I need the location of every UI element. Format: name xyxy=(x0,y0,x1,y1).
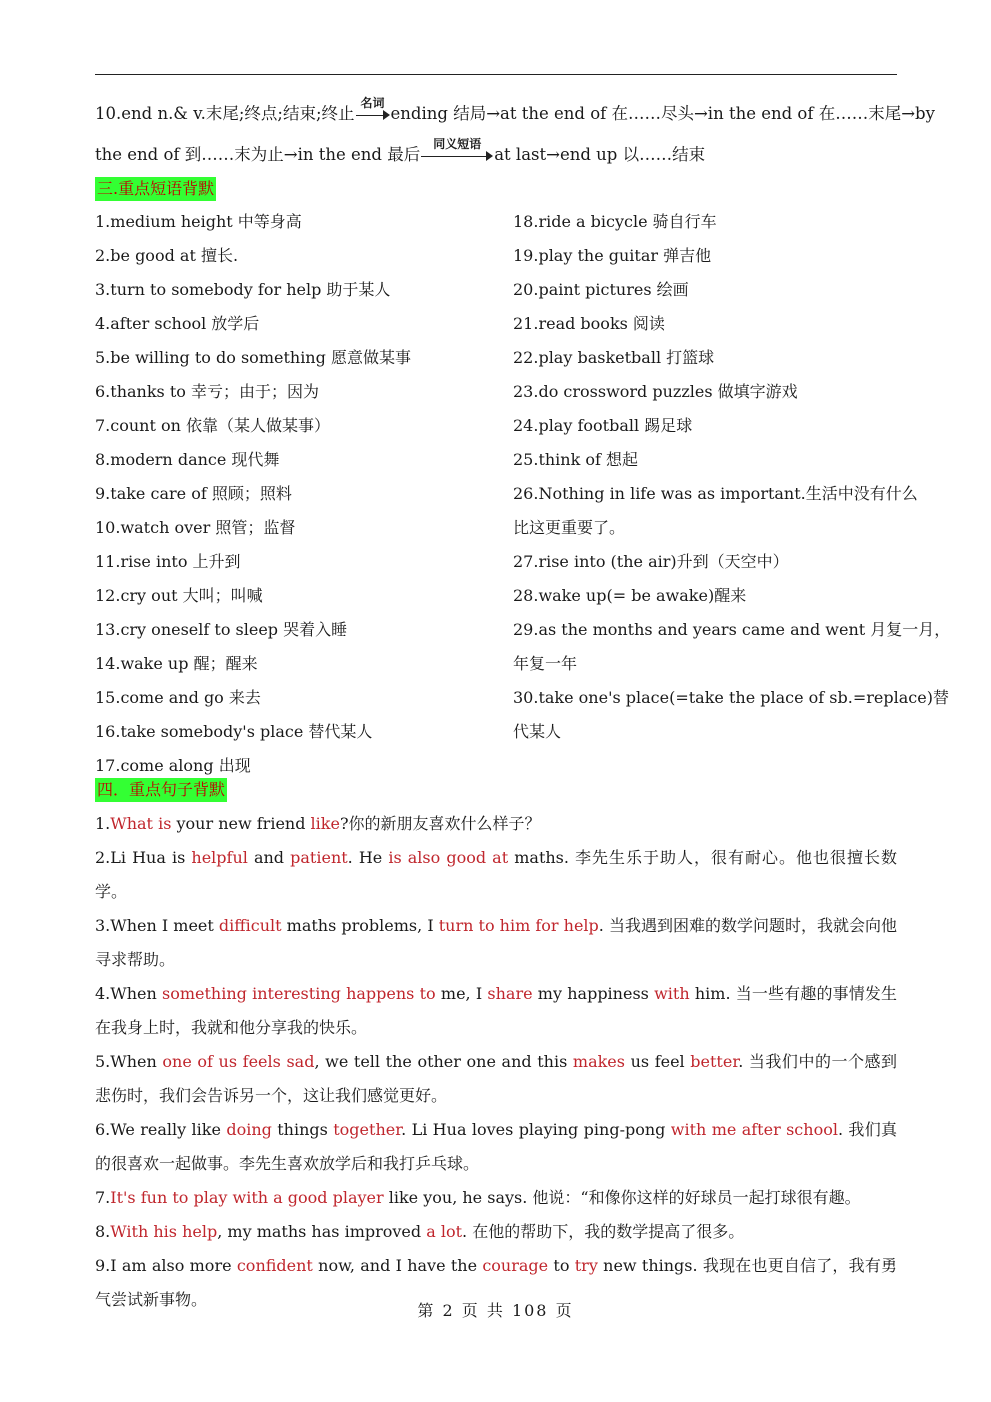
phrase-item: 30.take one's place(=take the place of sb.=replace)替 xyxy=(513,688,949,707)
phrases-right-column xyxy=(513,205,951,749)
phrase-item: 13.cry oneself to sleep 哭着入睡 xyxy=(95,620,348,639)
phrase-item: 25.think of 想起 xyxy=(513,450,639,469)
phrase-item: 29.as the months and years came and went 月复一月， xyxy=(513,620,951,639)
sentence-item xyxy=(95,977,897,1045)
phrase-item: 10.watch over 照管；监督 xyxy=(95,518,296,537)
sentence-item xyxy=(95,1045,897,1113)
arrow-label: 同义短语 xyxy=(433,136,482,151)
phrase-item: 19.play the guitar 弹吉他 xyxy=(513,246,712,265)
arrow-right-icon xyxy=(486,151,493,161)
phrase-item: 24.play football 踢足球 xyxy=(513,416,693,435)
phrases-left-column xyxy=(95,205,495,783)
key-phrase: better xyxy=(690,1052,739,1071)
sentence-text: 4.When xyxy=(95,984,163,1003)
sentence-text: things xyxy=(271,1120,334,1139)
sentence-text: . Li Hua loves playing ping-pong xyxy=(401,1120,671,1139)
phrase-item: 年复一年 xyxy=(513,654,578,673)
sentence-text: , my maths has improved xyxy=(217,1222,427,1241)
sentence-text: 8. xyxy=(95,1222,111,1241)
sentence-text: , we tell the other one and this xyxy=(314,1052,573,1071)
sentence-text: 2.Li Hua is xyxy=(95,848,192,867)
sentence-text: and xyxy=(247,848,291,867)
sentence-text: 6.We really like xyxy=(95,1120,227,1139)
sentence-text: him. 当一些有趣的事情发生在我身上时，我就和他分享我的快乐。 xyxy=(95,984,898,1037)
phrase-item: 18.ride a bicycle 骑自行车 xyxy=(513,212,717,231)
key-phrase: a lot xyxy=(426,1222,463,1241)
sentence-text: . 在他的帮助下，我的数学提高了很多。 xyxy=(462,1222,745,1241)
sentence-text: 7. xyxy=(95,1188,111,1207)
arrow-label: 名词 xyxy=(360,95,385,110)
phrase-item: 21.read books 阅读 xyxy=(513,314,665,333)
sentence-text: my happiness xyxy=(532,984,655,1003)
key-phrase: together xyxy=(333,1120,402,1139)
key-phrase: is also good at xyxy=(388,848,509,867)
sentence-item xyxy=(95,807,897,841)
sentence-text: new things. 我现在也更自信了，我有勇气尝试新事物。 xyxy=(95,1256,898,1309)
phrase-item: 6.thanks to 幸亏；由于；因为 xyxy=(95,382,319,401)
key-phrase: one of us feels sad xyxy=(162,1052,315,1071)
phrase-item: 2.be good at 擅长. xyxy=(95,246,239,265)
key-phrase: something interesting happens to xyxy=(162,984,436,1003)
sentence-item xyxy=(95,1215,897,1249)
key-phrase: like xyxy=(310,814,340,833)
key-phrase: It's fun to play with a good player xyxy=(110,1188,384,1207)
key-phrase: doing xyxy=(226,1120,272,1139)
vocab-text: ending 结局→at the end of 在……尽头→in the end of 在……末尾→by xyxy=(390,104,935,123)
key-phrase: patient xyxy=(290,848,348,867)
vocab-text: at last→end up 以……结束 xyxy=(494,145,706,164)
phrase-item: 20.paint pictures 绘画 xyxy=(513,280,689,299)
arrow-with-label xyxy=(356,95,390,122)
phrase-item: 14.wake up 醒；醒来 xyxy=(95,654,258,673)
sentence-text: . He xyxy=(347,848,389,867)
phrase-item: 比这更重要了。 xyxy=(513,518,626,537)
arrow-right-icon xyxy=(383,110,390,120)
key-phrase: courage xyxy=(482,1256,549,1275)
header-rule xyxy=(95,74,897,75)
phrase-item: 26.Nothing in life was as important.生活中没有什么 xyxy=(513,484,918,503)
phrase-item: 28.wake up(= be awake)醒来 xyxy=(513,586,747,605)
sentence-text: 5.When xyxy=(95,1052,163,1071)
key-phrase: makes xyxy=(572,1052,625,1071)
section3-heading: 三.重点短语背默 xyxy=(95,177,216,201)
arrow-with-label xyxy=(421,136,493,163)
sentence-text: ?你的新朋友喜欢什么样子？ xyxy=(339,814,541,833)
key-phrase: What is xyxy=(110,814,172,833)
phrase-item: 3.turn to somebody for help 助于某人 xyxy=(95,280,391,299)
sentence-text: your new friend xyxy=(171,814,311,833)
sentence-text: me, I xyxy=(435,984,488,1003)
phrase-item: 12.cry out 大叫；叫喊 xyxy=(95,586,263,605)
key-phrase: confident xyxy=(236,1256,313,1275)
sentence-item xyxy=(95,1113,897,1181)
sentence-text: us feel xyxy=(624,1052,691,1071)
sentence-text: to xyxy=(548,1256,575,1275)
key-phrase: turn to him for help xyxy=(438,916,599,935)
phrase-item: 代某人 xyxy=(513,722,562,741)
sentence-text: . 当我遇到困难的数学问题时，我就会向他寻求帮助。 xyxy=(95,916,898,969)
phrase-item: 17.come along 出现 xyxy=(95,756,251,775)
key-phrase: difficult xyxy=(218,916,282,935)
phrase-item: 5.be willing to do something 愿意做某事 xyxy=(95,348,411,367)
sentence-text: 1. xyxy=(95,814,111,833)
phrase-item: 16.take somebody's place 替代某人 xyxy=(95,722,373,741)
sentence-text: 9.I am also more xyxy=(95,1256,237,1275)
vocab-line-1 xyxy=(95,97,935,131)
key-phrase: helpful xyxy=(191,848,248,867)
sentence-text: . 我们真的很喜欢一起做事。李先生喜欢放学后和我打乒乓球。 xyxy=(95,1120,898,1173)
page-footer: 第 2 页 共 108 页 xyxy=(417,1301,574,1320)
sentence-item xyxy=(95,909,897,977)
key-phrase: try xyxy=(574,1256,598,1275)
vocab-line-2 xyxy=(95,138,705,172)
phrase-item: 9.take care of 照顾；照料 xyxy=(95,484,292,503)
sentence-text: now, and I have the xyxy=(312,1256,483,1275)
phrase-item: 8.modern dance 现代舞 xyxy=(95,450,280,469)
vocab-text: 10.end n.& v.末尾;终点;结束;终止 xyxy=(95,104,355,123)
phrase-item: 4.after school 放学后 xyxy=(95,314,260,333)
sentence-text: 3.When I meet xyxy=(95,916,219,935)
key-phrase: with me after school xyxy=(670,1120,838,1139)
sentence-text: . 当我们中的一个感到悲伤时，我们会告诉另一个，这让我们感觉更好。 xyxy=(95,1052,898,1105)
sentence-text: like you, he says. 他说：“和像你这样的好球员一起打球很有趣。 xyxy=(383,1188,861,1207)
sentence-text: maths. 李先生乐于助人，很有耐心。他也很擅长数学。 xyxy=(95,848,898,901)
phrase-item: 15.come and go 来去 xyxy=(95,688,261,707)
phrase-item: 27.rise into (the air)升到（天空中） xyxy=(513,552,789,571)
key-phrase: share xyxy=(487,984,533,1003)
phrase-item: 7.count on 依靠（某人做某事） xyxy=(95,416,331,435)
phrase-item: 1.medium height 中等身高 xyxy=(95,212,302,231)
phrase-item: 23.do crossword puzzles 做填字游戏 xyxy=(513,382,798,401)
sentence-item xyxy=(95,841,897,909)
key-phrase: With his help xyxy=(110,1222,218,1241)
key-sentences xyxy=(95,807,897,1317)
section4-heading: 四．重点句子背默 xyxy=(95,778,227,802)
vocab-text: the end of 到……末为止→in the end 最后 xyxy=(95,145,421,164)
sentence-item xyxy=(95,1181,897,1215)
key-phrase: with xyxy=(654,984,690,1003)
phrase-item: 11.rise into 上升到 xyxy=(95,552,241,571)
phrase-item: 22.play basketball 打篮球 xyxy=(513,348,715,367)
sentence-text: maths problems, I xyxy=(281,916,439,935)
